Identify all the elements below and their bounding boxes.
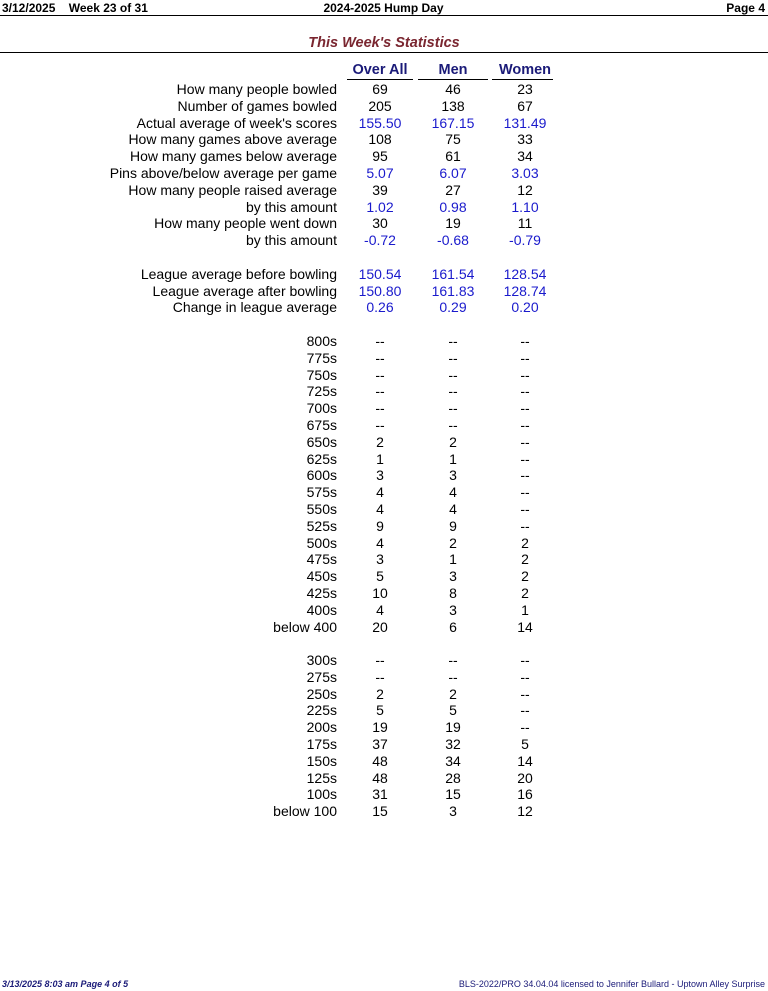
men-value: 138 xyxy=(441,97,465,114)
col-header-women-label: Women xyxy=(498,62,552,78)
row-label: 800s xyxy=(306,332,337,349)
men-value: 4 xyxy=(449,500,457,517)
men-value: 2 xyxy=(449,433,457,450)
overall-value: -- xyxy=(375,366,385,383)
header-divider xyxy=(0,15,768,16)
women-value: 2 xyxy=(521,534,529,551)
overall-value: -- xyxy=(375,668,385,685)
men-value: 161.83 xyxy=(431,282,475,299)
men-value: 8 xyxy=(449,584,457,601)
women-value: 11 xyxy=(517,215,533,232)
section-spacer xyxy=(0,635,768,652)
overall-value: 205 xyxy=(368,97,392,114)
series-count-row xyxy=(0,585,768,602)
row-label: 450s xyxy=(306,568,337,585)
stat-row xyxy=(0,81,768,98)
game-count-row xyxy=(0,753,768,770)
women-value: 2 xyxy=(521,551,529,568)
overall-value: 9 xyxy=(376,517,384,534)
men-value: -- xyxy=(448,668,458,685)
men-value: 15 xyxy=(445,786,461,803)
stats-table xyxy=(0,81,768,820)
league-average-row xyxy=(0,299,768,316)
women-value: -- xyxy=(520,668,530,685)
women-value: 2 xyxy=(521,568,529,585)
men-value: 2 xyxy=(449,534,457,551)
women-value: 12 xyxy=(517,803,533,820)
header-date: 3/12/2025 xyxy=(2,1,56,15)
row-label: League average after bowling xyxy=(152,282,337,299)
overall-value: 37 xyxy=(372,736,388,753)
row-label: How many games below average xyxy=(130,148,337,165)
men-value: 61 xyxy=(445,148,461,165)
row-label: 600s xyxy=(306,467,337,484)
row-label: 475s xyxy=(306,551,337,568)
overall-value: 15 xyxy=(372,803,388,820)
men-value: -- xyxy=(448,332,458,349)
overall-value: 10 xyxy=(372,584,388,601)
series-count-row xyxy=(0,383,768,400)
men-value: 3 xyxy=(449,803,457,820)
row-label: 250s xyxy=(306,685,337,702)
men-value: 6.07 xyxy=(439,164,467,181)
overall-value: -- xyxy=(375,416,385,433)
women-value: 23 xyxy=(517,81,533,97)
women-value: -- xyxy=(520,652,530,669)
men-value: -- xyxy=(448,652,458,669)
row-label: How many people went down xyxy=(154,215,337,232)
men-value: 9 xyxy=(449,517,457,534)
women-value: 14 xyxy=(517,618,533,635)
men-value: 0.98 xyxy=(439,198,467,215)
women-value: -- xyxy=(520,383,530,400)
league-average-row xyxy=(0,266,768,283)
women-value: 1 xyxy=(521,601,529,618)
overall-value: 4 xyxy=(376,500,384,517)
overall-value: -- xyxy=(375,400,385,417)
men-value: 5 xyxy=(449,702,457,719)
women-value: -- xyxy=(520,719,530,736)
men-value: 2 xyxy=(449,685,457,702)
game-count-row xyxy=(0,652,768,669)
women-value: -- xyxy=(520,685,530,702)
stat-row xyxy=(0,115,768,132)
row-label: League average before bowling xyxy=(140,265,337,282)
game-count-row xyxy=(0,770,768,787)
stat-row xyxy=(0,165,768,182)
row-label: 650s xyxy=(306,433,337,450)
men-value: 1 xyxy=(449,551,457,568)
row-label: 625s xyxy=(306,450,337,467)
section-spacer xyxy=(0,249,768,266)
game-count-row xyxy=(0,669,768,686)
overall-value: 30 xyxy=(372,215,388,232)
men-value: -- xyxy=(448,400,458,417)
row-label: by this amount xyxy=(245,198,337,215)
row-label: 175s xyxy=(306,736,337,753)
row-label: How many people raised average xyxy=(128,181,337,198)
stat-row xyxy=(0,98,768,115)
row-label: Change in league average xyxy=(172,299,337,316)
row-label: 500s xyxy=(306,534,337,551)
overall-value: 108 xyxy=(368,131,392,148)
men-value: 3 xyxy=(449,467,457,484)
col-header-men-label: Men xyxy=(438,62,468,78)
men-value: 27 xyxy=(445,181,461,198)
overall-value: 4 xyxy=(376,484,384,501)
men-value: 46 xyxy=(445,81,461,97)
series-count-row xyxy=(0,518,768,535)
row-label: 200s xyxy=(306,719,337,736)
row-label: 150s xyxy=(306,752,337,769)
game-count-row xyxy=(0,786,768,803)
row-label: below 400 xyxy=(273,618,337,635)
men-value: 3 xyxy=(449,601,457,618)
col-header-overall-label: Over All xyxy=(352,62,408,78)
men-value: -- xyxy=(448,383,458,400)
overall-value: 5 xyxy=(376,568,384,585)
row-label: 525s xyxy=(306,517,337,534)
men-value: 161.54 xyxy=(431,265,475,282)
series-count-row xyxy=(0,400,768,417)
overall-value: 1 xyxy=(376,450,384,467)
footer-license: BLS-2022/PRO 34.04.04 licensed to Jennifer Bullard - Uptown Alley Surprise xyxy=(458,979,765,989)
overall-value: 1.02 xyxy=(366,198,394,215)
overall-value: 3 xyxy=(376,467,384,484)
row-label: 225s xyxy=(306,702,337,719)
overall-value: -- xyxy=(375,652,385,669)
row-label: 675s xyxy=(306,416,337,433)
series-count-row xyxy=(0,350,768,367)
overall-value: 4 xyxy=(376,601,384,618)
row-label: How many people bowled xyxy=(176,81,337,97)
women-value: 1.10 xyxy=(511,198,539,215)
series-count-row xyxy=(0,484,768,501)
col-header-overall xyxy=(345,62,415,78)
series-count-row xyxy=(0,501,768,518)
overall-value: 2 xyxy=(376,685,384,702)
row-label: 300s xyxy=(306,652,337,669)
women-value: -- xyxy=(520,366,530,383)
overall-value: 19 xyxy=(372,719,388,736)
overall-value: 2 xyxy=(376,433,384,450)
game-count-row xyxy=(0,686,768,703)
women-value: -- xyxy=(520,400,530,417)
stat-row xyxy=(0,199,768,216)
row-label: Number of games bowled xyxy=(177,97,337,114)
game-count-row xyxy=(0,719,768,736)
men-value: -- xyxy=(448,366,458,383)
row-label: 775s xyxy=(306,349,337,366)
overall-value: 0.26 xyxy=(366,299,394,316)
series-count-row xyxy=(0,333,768,350)
men-value: 28 xyxy=(445,769,461,786)
men-value: -0.68 xyxy=(437,232,469,249)
game-count-row xyxy=(0,803,768,820)
women-value: -- xyxy=(520,349,530,366)
series-count-row xyxy=(0,434,768,451)
col-header-women xyxy=(490,62,560,78)
men-value: 0.29 xyxy=(439,299,467,316)
women-value: 128.74 xyxy=(503,282,547,299)
overall-value: 5 xyxy=(376,702,384,719)
women-value: 128.54 xyxy=(503,265,547,282)
page-title: This Week's Statistics xyxy=(308,35,460,51)
stat-row xyxy=(0,232,768,249)
women-value: 14 xyxy=(517,752,533,769)
overall-value: 5.07 xyxy=(366,164,394,181)
women-value: -- xyxy=(520,467,530,484)
overall-value: -- xyxy=(375,383,385,400)
header-page: Page 4 xyxy=(726,1,765,15)
women-value: 33 xyxy=(517,131,533,148)
women-value: 2 xyxy=(521,584,529,601)
row-label: 425s xyxy=(306,584,337,601)
series-count-row xyxy=(0,535,768,552)
stat-row xyxy=(0,131,768,148)
row-label: 400s xyxy=(306,601,337,618)
row-label: 575s xyxy=(306,484,337,501)
overall-value: -- xyxy=(375,332,385,349)
series-count-row xyxy=(0,451,768,468)
header-week: Week 23 of 31 xyxy=(68,1,148,15)
women-value: -- xyxy=(520,416,530,433)
overall-value: 4 xyxy=(376,534,384,551)
men-value: 3 xyxy=(449,568,457,585)
row-label: 750s xyxy=(306,366,337,383)
men-value: 167.15 xyxy=(431,114,475,131)
women-value: 5 xyxy=(521,736,529,753)
women-value: 3.03 xyxy=(511,164,539,181)
col-header-men xyxy=(418,62,488,78)
women-value: 16 xyxy=(517,786,533,803)
league-average-row xyxy=(0,283,768,300)
overall-value: 69 xyxy=(372,81,388,97)
series-count-row xyxy=(0,619,768,636)
series-count-row xyxy=(0,417,768,434)
men-value: 4 xyxy=(449,484,457,501)
women-value: 20 xyxy=(517,769,533,786)
overall-value: 48 xyxy=(372,752,388,769)
series-count-row xyxy=(0,568,768,585)
header-league: 2024-2025 Hump Day xyxy=(323,1,444,15)
women-value: -- xyxy=(520,702,530,719)
game-count-row xyxy=(0,702,768,719)
row-label: How many games above average xyxy=(128,131,337,148)
women-value: -0.79 xyxy=(509,232,541,249)
women-value: 12 xyxy=(517,181,533,198)
stat-row xyxy=(0,215,768,232)
overall-value: 150.54 xyxy=(358,265,402,282)
men-value: 19 xyxy=(445,215,461,232)
women-value: -- xyxy=(520,500,530,517)
stat-row xyxy=(0,148,768,165)
row-label: Actual average of week's scores xyxy=(136,114,337,131)
men-value: 34 xyxy=(445,752,461,769)
women-value: -- xyxy=(520,517,530,534)
men-value: 32 xyxy=(445,736,461,753)
women-value: 131.49 xyxy=(503,114,547,131)
men-value: 19 xyxy=(445,719,461,736)
women-value: -- xyxy=(520,450,530,467)
row-label: 700s xyxy=(306,400,337,417)
row-label: 100s xyxy=(306,786,337,803)
row-label: Pins above/below average per game xyxy=(109,164,337,181)
women-value: 67 xyxy=(517,97,533,114)
title-divider xyxy=(0,52,768,53)
overall-value: 95 xyxy=(372,148,388,165)
women-value: -- xyxy=(520,484,530,501)
row-label: by this amount xyxy=(245,232,337,249)
row-label: 725s xyxy=(306,383,337,400)
row-label: below 100 xyxy=(273,803,337,820)
men-value: 1 xyxy=(449,450,457,467)
series-count-row xyxy=(0,367,768,384)
series-count-row xyxy=(0,602,768,619)
overall-value: 39 xyxy=(372,181,388,198)
women-value: -- xyxy=(520,332,530,349)
row-label: 275s xyxy=(306,668,337,685)
overall-value: -- xyxy=(375,349,385,366)
overall-value: 3 xyxy=(376,551,384,568)
men-value: -- xyxy=(448,349,458,366)
men-value: -- xyxy=(448,416,458,433)
men-value: 6 xyxy=(449,618,457,635)
row-label: 550s xyxy=(306,500,337,517)
row-label: 125s xyxy=(306,769,337,786)
women-value: -- xyxy=(520,433,530,450)
section-spacer xyxy=(0,316,768,333)
stat-row xyxy=(0,182,768,199)
game-count-row xyxy=(0,736,768,753)
women-value: 0.20 xyxy=(511,299,539,316)
page-header xyxy=(2,1,765,15)
overall-value: -0.72 xyxy=(364,232,396,249)
women-value: 34 xyxy=(517,148,533,165)
series-count-row xyxy=(0,467,768,484)
overall-value: 150.80 xyxy=(358,282,402,299)
men-value: 75 xyxy=(445,131,461,148)
overall-value: 48 xyxy=(372,769,388,786)
overall-value: 31 xyxy=(372,786,388,803)
overall-value: 155.50 xyxy=(358,114,402,131)
overall-value: 20 xyxy=(372,618,388,635)
footer-print-info: 3/13/2025 8:03 am Page 4 of 5 xyxy=(2,979,129,989)
series-count-row xyxy=(0,551,768,568)
